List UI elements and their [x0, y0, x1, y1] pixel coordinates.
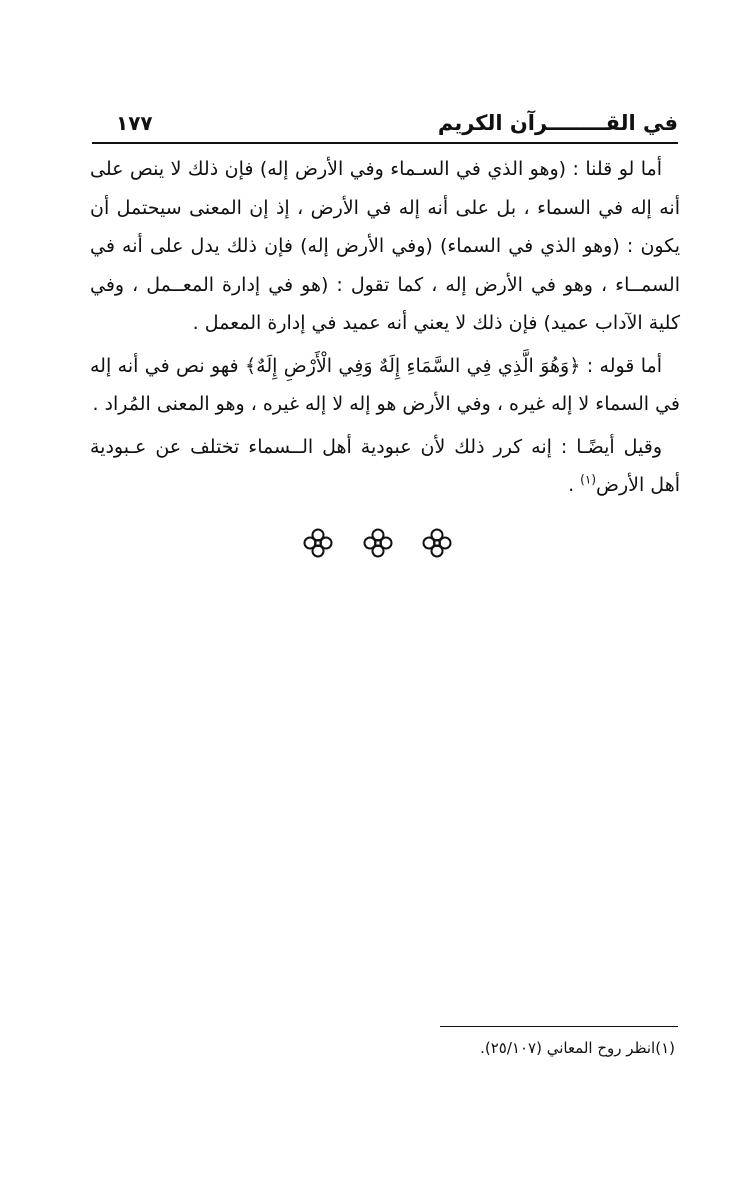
running-title: في القــــــــرآن الكريم [437, 111, 678, 135]
section-ornament [0, 528, 755, 562]
page-header [92, 108, 678, 142]
quran-verse: ﴿وَهُوَ الَّذِي فِي السَّمَاءِ إِلَهٌ وَفِي الْأَرْضِ إِلَهٌ﴾ [245, 354, 581, 377]
paragraph-2 [90, 347, 680, 424]
paragraph-2-rest: فهو نص في أنه إله في السماء لا إله غيره ، وفي الأرض هو إله لا إله غيره ، وهو المعنى المُراد . [90, 354, 680, 415]
paragraph-2-lead: أما قوله : [580, 354, 663, 377]
flower-ornament-icon [363, 528, 393, 558]
footnote: (١)انظر روح المعاني (٢٥/١٠٧). [480, 1039, 675, 1057]
main-text [90, 150, 680, 509]
paragraph-3 [90, 428, 680, 505]
footnote-divider [440, 1026, 678, 1027]
header-divider [92, 142, 678, 144]
flower-ornament-icon [303, 528, 333, 558]
paragraph-3-end: . [568, 474, 581, 496]
page-number: ١٧٧ [116, 111, 153, 135]
paragraph-3-text: وقيل أيضًـا : إنه كرر ذلك لأن عبودية أهل الــسماء تختلف عن عـبودية أهل الأرض [90, 435, 680, 496]
footnote-reference: (١) [580, 472, 596, 487]
flower-ornament-icon [422, 528, 452, 558]
paragraph-1: أما لو قلنا : (وهو الذي في السـماء وفي الأرض إله) فإن ذلك لا ينص على أنه إله في السماء ، بل على أنه إله في الأرض ، إذ إن المعنى سيحتمل أن يكون : (وهو الذي في السماء) (وفي الأرض إله) فإن ذلك يدل على أنه في السمــاء ، وهو في الأرض إله ، كما تقول : (هو في إدارة المعــمل ، وفي كلية الآداب عميد) فإن ذلك لا يعني أنه عميد في إدارة المعمل . [90, 158, 680, 334]
